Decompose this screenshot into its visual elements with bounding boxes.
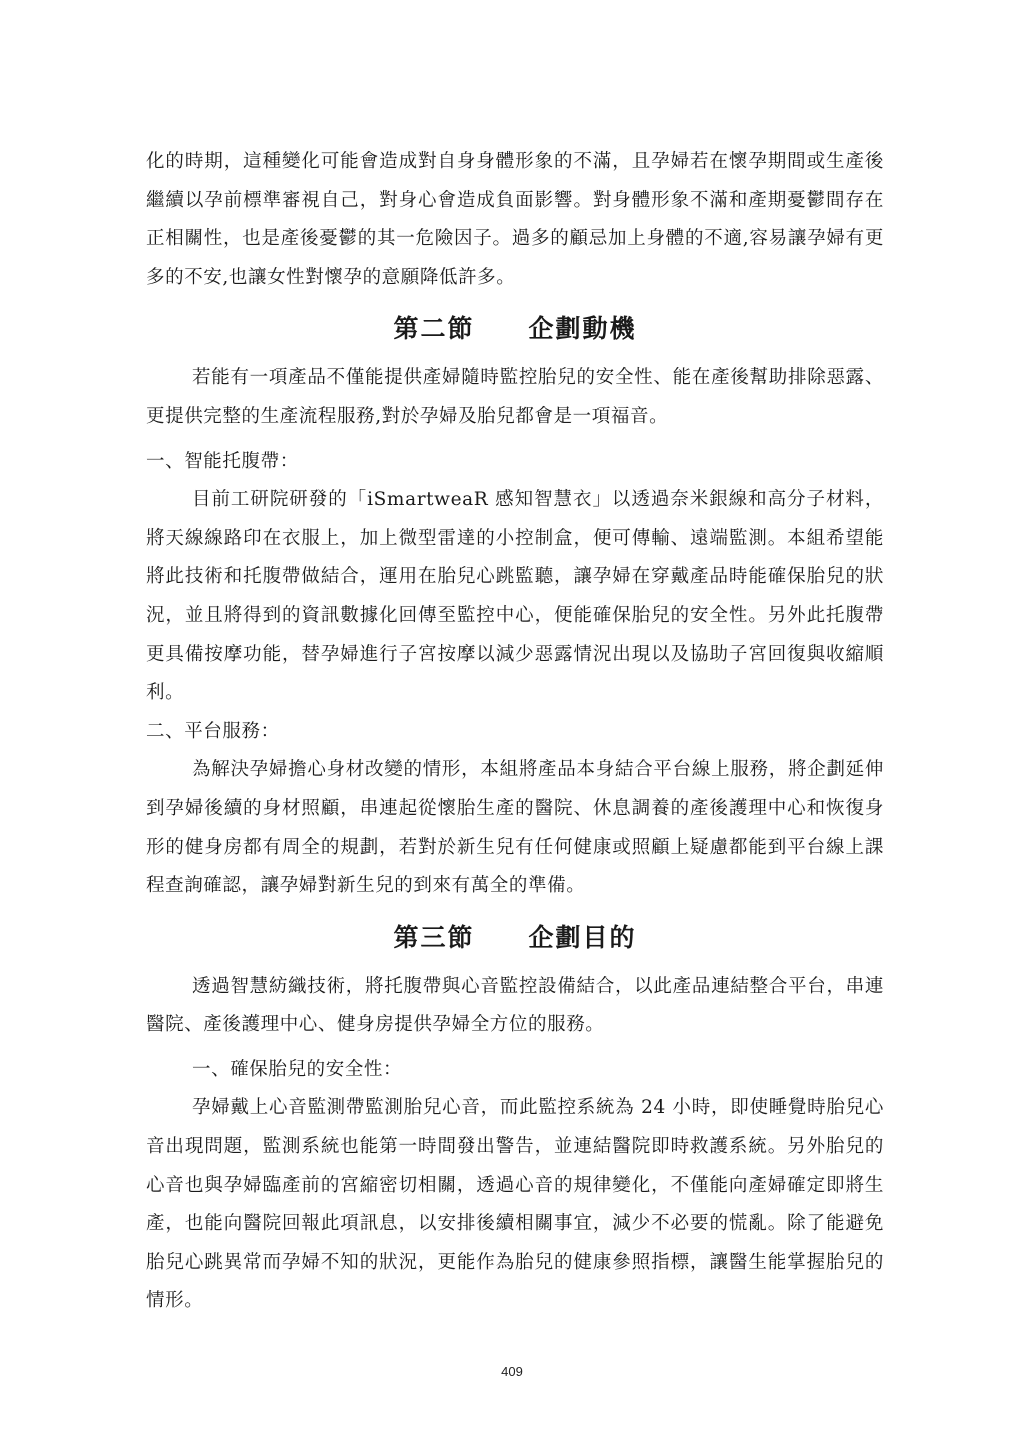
list-heading-fetal-safety: 一、確保胎兒的安全性：	[192, 1058, 403, 1080]
paragraph-body-image-concerns: 化的時期，這種變化可能會造成對自身身體形象的不滿，且孕婦若在懷孕期間或生產後繼續以孕前標準審視自己，對身心會造成負面影響。對身體形象不滿和產期憂鬱間存在正相關性，也是產後憂鬱的其一危險因子。過多的顧忌加上身體的不適,容易讓孕婦有更多的不安,也讓女性對懷孕的意願降低許多。	[146, 151, 884, 288]
paragraph-purpose: 透過智慧紡織技術，將托腹帶與心音監控設備結合，以此產品連結整合平台，串連醫院、產後護理中心、健身房提供孕婦全方位的服務。	[146, 975, 884, 1036]
paragraph-fetal-safety: 孕婦戴上心音監測帶監測胎兒心音，而此監控系統為 24 小時，即使睡覺時胎兒心音出現問題，監測系統也能第一時間發出警告，並連結醫院即時救護系統。另外胎兒的心音也與孕婦臨產前的宮縮密切相關，透過心音的規律變化，不僅能向產婦確定即將生產，也能向醫院回報此項訊息，以安排後續相關事宜，減少不必要的慌亂。除了能避免胎兒心跳異常而孕婦不知的狀況，更能作為胎兒的健康參照指標，讓醫生能掌握胎兒的情形。	[146, 1097, 884, 1312]
list-heading-platform-service: 二、平台服務：	[146, 720, 280, 742]
page-number: 409	[501, 1364, 523, 1379]
paragraph-smart-belt: 目前工研院研發的「iSmartweaR 感知智慧衣」以透過奈米銀線和高分子材料，將天線線路印在衣服上，加上微型雷達的小控制盒，便可傳輸、遠端監測。本組希望能將此技術和托腹帶做結合，運用在胎兒心跳監聽，讓孕婦在穿戴產品時能確保胎兒的狀況，並且將得到的資訊數據化回傳至監控中心，便能確保胎兒的安全性。另外此托腹帶更具備按摩功能，替孕婦進行子宮按摩以減少惡露情況出現以及協助子宮回復與收縮順利。	[146, 489, 884, 704]
list-heading-smart-belt: 一、智能托腹帶：	[146, 450, 299, 472]
section-heading-purpose: 第三節 企劃目的	[393, 922, 637, 952]
section-heading-motivation: 第二節 企劃動機	[393, 314, 637, 344]
page-body	[146, 143, 884, 1321]
paragraph-platform-service: 為解決孕婦擔心身材改變的情形，本組將產品本身結合平台線上服務，將企劃延伸到孕婦後續的身材照顧，串連起從懷胎生產的醫院、休息調養的產後護理中心和恢復身形的健身房都有周全的規劃，若對於新生兒有任何健康或照顧上疑慮都能到平台線上課程查詢確認，讓孕婦對新生兒的到來有萬全的準備。	[146, 759, 884, 897]
paragraph-motivation: 若能有一項產品不僅能提供產婦隨時監控胎兒的安全性、能在產後幫助排除惡露、更提供完整的生產流程服務,對於孕婦及胎兒都會是一項福音。	[146, 367, 884, 427]
